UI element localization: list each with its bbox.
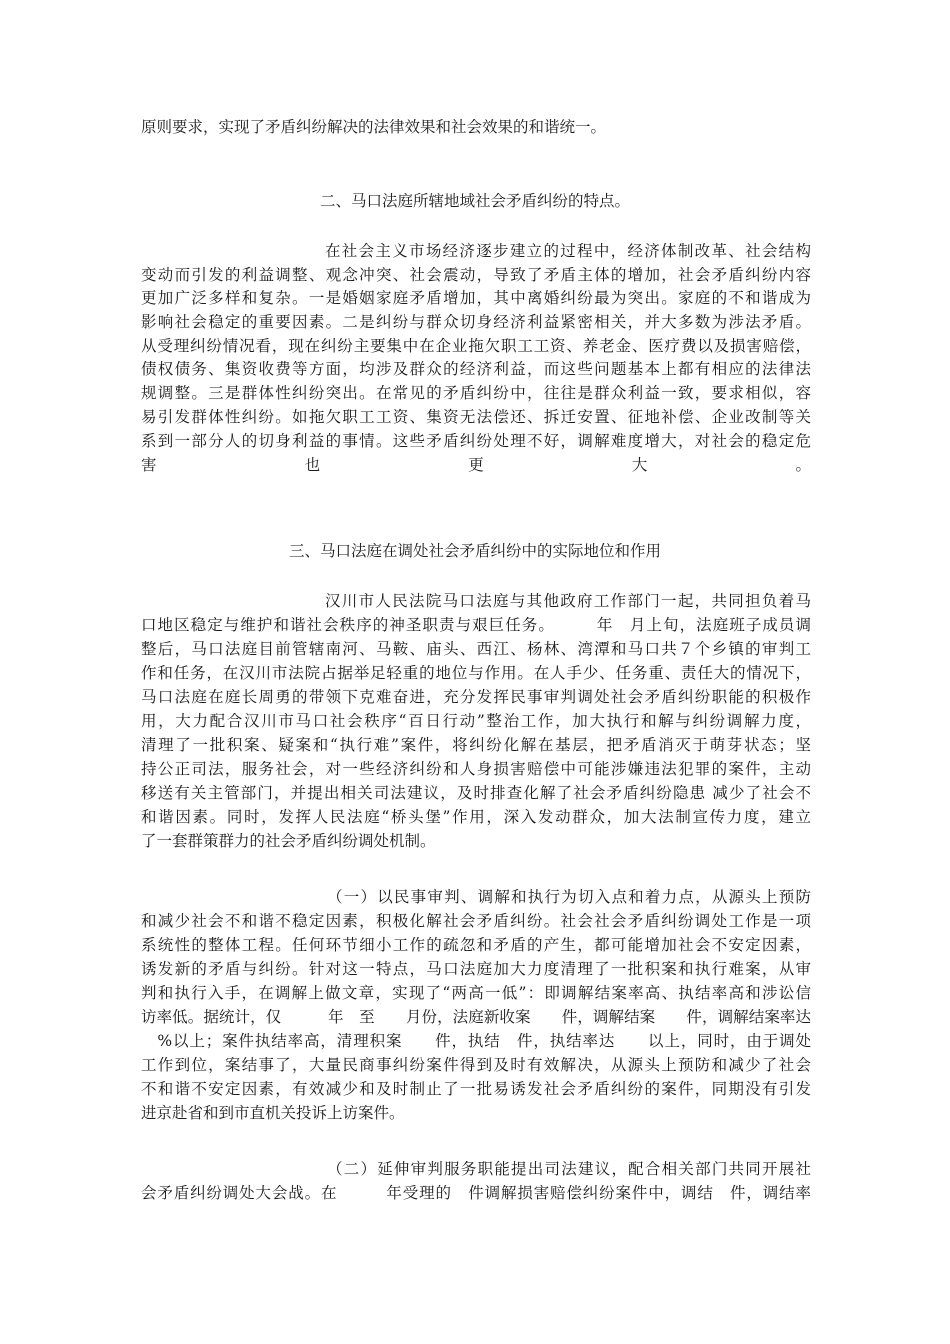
section-2-line-3: 更加广泛多样和复杂。一是婚姻家庭矛盾增加，其中离婚纠纷最为突出。家庭的不和谐成为 — [141, 289, 811, 307]
section-2-line-1: 在社会主义市场经济逐步建立的过程中，经济体制改革、社会结构 — [325, 242, 811, 260]
section-2-line-8: 易引发群体性纠纷。如拖欠职工工资、集资无法偿还、拆迁安置、征地补偿、企业改制等关 — [141, 408, 811, 426]
section-2-line-6: 债权债务、集资收费等方面，均涉及群众的经济利益，而这些问题基本上都有相应的法律法 — [141, 360, 811, 378]
section-2-heading: 二、马口法庭所辖地域社会矛盾纠纷的特点。 — [319, 192, 630, 210]
subsection-1-line-5: 判和执行入手，在调解上做文章，实现了“两高一低”：即调解结案率高、执结率高和涉讼信 — [141, 984, 811, 1002]
subsection-2-line-1: （二）延伸审判服务职能提出司法建议，配合相关部门共同开展社 — [327, 1160, 811, 1178]
section-3-line-2: 口地区稳定与维护和谐社会秩序的神圣职责与艰巨任务。 年 月上旬，法庭班子成员调 — [141, 616, 811, 634]
subsection-1-line-10: 进京赴省和到市直机关投诉上访案件。 — [141, 1104, 405, 1122]
section-3-line-5: 马口法庭在庭长周勇的带领下克难奋进，充分发挥民事审判调处社会矛盾纠纷职能的积极作 — [141, 688, 811, 706]
section-3-line-1: 汉川市人民法院马口法庭与其他政府工作部门一起，共同担负着马 — [325, 592, 811, 610]
subsection-1-line-3: 系统性的整体工程。任何环节细小工作的疏忽和矛盾的产生，都可能增加社会不安定因素， — [141, 936, 811, 954]
subsection-1-line-1: （一）以民事审判、调解和执行为切入点和着力点，从源头上预防 — [327, 888, 811, 906]
section-2-line-2: 变动而引发的利益调整、观念冲突、社会震动，导致了矛盾主体的增加，社会矛盾纠纷内容 — [141, 266, 811, 284]
subsection-1-line-7: %以上；案件执结率高，清理积案 件，执结 件，执结率达 以上，同时，由于调处 — [141, 1032, 811, 1050]
section-3-line-9: 移送有关主管部门，并提出相关司法建议，及时排查化解了社会矛盾纠纷隐患 减少了社会不 — [141, 784, 811, 802]
subsection-1-line-4: 诱发新的矛盾与纠纷。针对这一特点，马口法庭加大力度清理了一批积案和执行难案，从审 — [141, 960, 811, 978]
subsection-2-line-2: 会矛盾纠纷调处大会战。在 年受理的 件调解损害赔偿纠纷案件中，调结 件，调结率 — [141, 1184, 811, 1202]
section-2-line-7: 规调整。三是群体性纠纷突出。在常见的矛盾纠纷中，往往是群众利益一致，要求相似，容 — [141, 384, 811, 402]
subsection-1-line-9: 不和谐不安定因素，有效减少和及时制止了一批易诱发社会矛盾纠纷的案件，同期没有引发 — [141, 1080, 811, 1098]
section-3-line-8: 持公正司法，服务社会，对一些经济纠纷和人身损害赔偿中可能涉嫌违法犯罪的案件，主动 — [141, 760, 811, 778]
section-2-line-4: 影响社会稳定的重要因素。二是纠纷与群众切身经济利益紧密相关，并大多数为涉法矛盾。 — [141, 313, 811, 331]
section-2-line-10: 害也更大。 — [141, 456, 811, 474]
section-3-line-6: 用，大力配合汉川市马口社会秩序“百日行动”整治工作，加大执行和解与纠纷调解力度， — [141, 712, 811, 730]
section-3-line-7: 清理了一批积案、疑案和“执行难”案件，将纠纷化解在基层，把矛盾消灭于萌芽状态；坚 — [141, 736, 811, 754]
section-3-line-11: 了一套群策群力的社会矛盾纠纷调处机制。 — [141, 832, 436, 850]
section-3-line-10: 和谐因素。同时，发挥人民法庭“桥头堡”作用，深入发动群众，加大法制宣传力度，建立 — [141, 808, 811, 826]
subsection-1-line-6: 访率低。据统计，仅 年 至 月份，法庭新收案 件，调解结案 件，调解结案率达 — [141, 1008, 811, 1026]
subsection-1-line-2: 和减少社会不和谐不稳定因素，积极化解社会矛盾纠纷。社会社会矛盾纠纷调处工作是一项 — [141, 912, 811, 930]
section-2-line-5: 从受理纠纷情况看，现在纠纷主要集中在企业拖欠职工工资、养老金、医疗费以及损害赔偿， — [141, 337, 811, 355]
section-2-line-9: 系到一部分人的切身利益的事情。这些矛盾纠纷处理不好，调解难度增大，对社会的稳定危 — [141, 432, 811, 450]
subsection-1-line-8: 工作到位，案结事了，大量民商事纠纷案件得到及时有效解决，从源头上预防和减少了社会 — [141, 1056, 811, 1074]
section-3-line-3: 整后，马口法庭目前管辖南河、马鞍、庙头、西江、杨林、湾潭和马口共７个乡镇的审判工 — [141, 640, 811, 658]
intro-line-1: 原则要求，实现了矛盾纠纷解决的法律效果和社会效果的和谐统一。 — [141, 118, 607, 136]
section-3-line-4: 作和任务，在汉川市法院占据举足轻重的地位与作用。在人手少、任务重、责任大的情况下， — [141, 664, 811, 682]
section-3-heading: 三、马口法庭在调处社会矛盾纠纷中的实际地位和作用 — [288, 542, 661, 560]
